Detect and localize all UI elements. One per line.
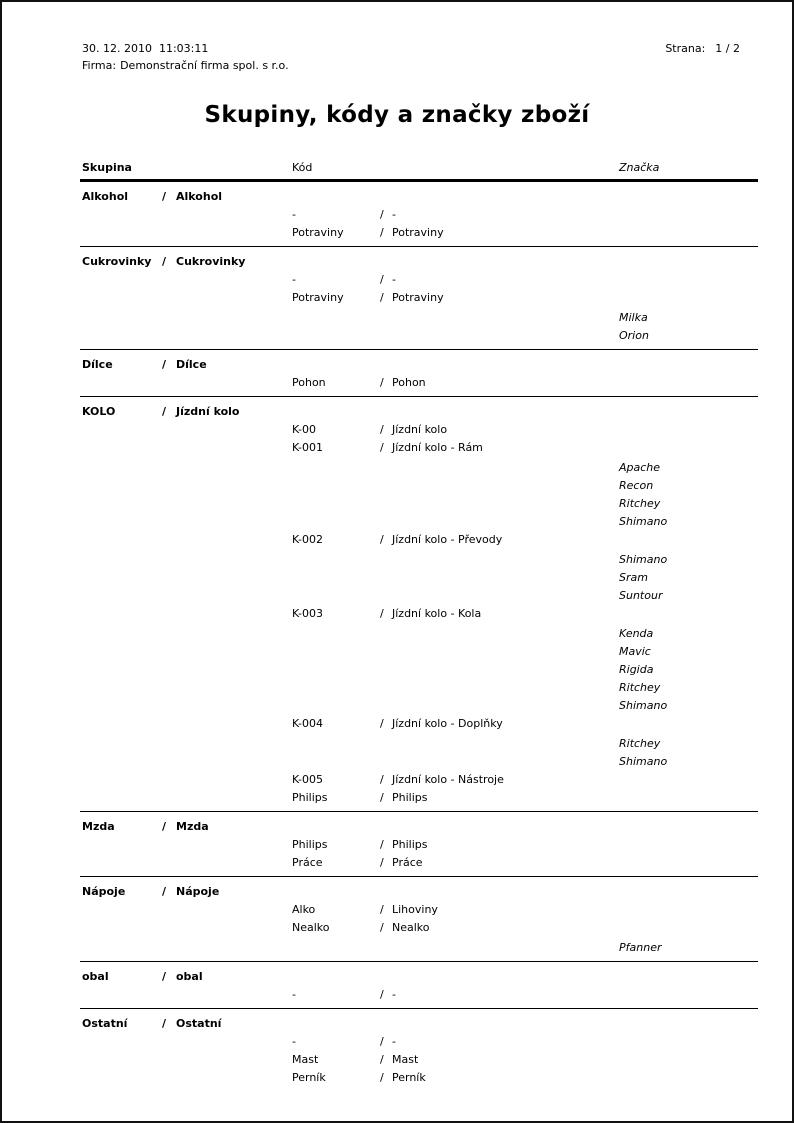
slash-separator: / [162, 1017, 167, 1030]
slash-separator: / [380, 903, 384, 916]
code-name: Lihoviny [392, 903, 438, 916]
slash-separator: / [380, 988, 384, 1001]
brand-row [80, 569, 758, 587]
brand-name: Ritchey [619, 737, 661, 750]
group-name: KOLO [82, 405, 116, 418]
brand-row [80, 513, 758, 531]
code-name: Jízdní kolo - Nástroje [392, 773, 504, 786]
code-name: Pohon [392, 376, 426, 389]
slash-separator: / [162, 885, 167, 898]
slash-separator: / [162, 190, 167, 203]
brand-name: Kenda [619, 627, 654, 640]
group-section [80, 182, 758, 247]
code-name: Mast [392, 1053, 419, 1066]
slash-separator: / [380, 441, 384, 454]
code-value: Nealko [292, 921, 330, 934]
brand-row [80, 643, 758, 661]
brand-row [80, 661, 758, 679]
brand-name: Shimano [619, 515, 668, 528]
code-value: Pohon [292, 376, 326, 389]
group-alt-name: Alkohol [176, 190, 223, 203]
code-row [80, 854, 758, 872]
slash-separator: / [380, 226, 384, 239]
code-value: Mast [292, 1053, 319, 1066]
slash-separator: / [162, 405, 167, 418]
code-value: Alko [292, 903, 316, 916]
code-value: Potraviny [292, 291, 344, 304]
group-name: Ostatní [82, 1017, 128, 1030]
code-row [80, 605, 758, 623]
code-value: Potraviny [292, 226, 344, 239]
code-value: K-002 [292, 533, 324, 546]
brand-row [80, 327, 758, 345]
slash-separator: / [380, 607, 384, 620]
code-row [80, 901, 758, 919]
code-name: Nealko [392, 921, 430, 934]
code-name: - [392, 988, 396, 1001]
code-row [80, 1069, 758, 1087]
group-section [80, 397, 758, 812]
group-name: Cukrovinky [82, 255, 152, 268]
slash-separator: / [380, 1035, 384, 1048]
code-value: K-004 [292, 717, 324, 730]
code-value: K-001 [292, 441, 324, 454]
slash-separator: / [162, 358, 167, 371]
brand-row [80, 551, 758, 569]
brand-row [80, 939, 758, 957]
code-row [80, 439, 758, 457]
group-section [80, 247, 758, 350]
slash-separator: / [380, 273, 384, 286]
group-section [80, 350, 758, 397]
group-name: Alkohol [82, 190, 129, 203]
group-section [80, 877, 758, 962]
group-alt-name: Dílce [176, 358, 207, 371]
slash-separator: / [380, 791, 384, 804]
slash-separator: / [380, 773, 384, 786]
group-name: Mzda [82, 820, 115, 833]
code-row [80, 206, 758, 224]
code-row [80, 531, 758, 549]
report-title: Skupiny, kódy a značky zboží [204, 102, 590, 128]
slash-separator: / [380, 717, 384, 730]
code-row [80, 374, 758, 392]
code-row [80, 421, 758, 439]
code-name: Jízdní kolo - Kola [392, 607, 482, 620]
brand-name: Rigida [619, 663, 654, 676]
code-name: Jízdní kolo - Převody [392, 533, 503, 546]
column-header-znacka: Značka [619, 161, 660, 174]
group-section [80, 1009, 758, 1091]
page-label: Strana: [665, 42, 706, 55]
code-value: Práce [292, 856, 323, 869]
group-title-row [80, 818, 758, 836]
brand-row [80, 587, 758, 605]
code-value: Perník [292, 1071, 326, 1084]
brand-name: Shimano [619, 553, 668, 566]
code-name: - [392, 208, 396, 221]
code-value: K-00 [292, 423, 317, 436]
code-value: Philips [292, 838, 328, 851]
code-row [80, 986, 758, 1004]
group-alt-name: obal [176, 970, 203, 983]
code-name: Philips [392, 838, 428, 851]
code-row [80, 271, 758, 289]
slash-separator: / [380, 921, 384, 934]
group-name: Dílce [82, 358, 113, 371]
group-alt-name: Jízdní kolo [176, 405, 240, 418]
group-title-row [80, 883, 758, 901]
group-title-row [80, 188, 758, 206]
report-table [80, 158, 758, 1091]
report-datetime: 30. 12. 2010 11:03:11 [82, 42, 209, 55]
code-name: Jízdní kolo - Doplňky [392, 717, 503, 730]
code-row [80, 1051, 758, 1069]
group-title-row [80, 968, 758, 986]
slash-separator: / [380, 856, 384, 869]
page-indicator [665, 42, 740, 55]
slash-separator: / [380, 533, 384, 546]
table-header-row [80, 158, 758, 182]
brand-name: Ritchey [619, 497, 661, 510]
group-name: obal [82, 970, 109, 983]
brand-name: Suntour [619, 589, 663, 602]
group-section [80, 962, 758, 1009]
brand-row [80, 309, 758, 327]
slash-separator: / [380, 291, 384, 304]
code-name: Jízdní kolo - Rám [392, 441, 483, 454]
group-name: Nápoje [82, 885, 126, 898]
brand-name: Mavic [619, 645, 651, 658]
brand-row [80, 679, 758, 697]
brand-row [80, 495, 758, 513]
slash-separator: / [380, 1071, 384, 1084]
group-alt-name: Cukrovinky [176, 255, 246, 268]
report-company-line [82, 59, 289, 72]
company-label: Firma: [82, 59, 117, 72]
code-name: Potraviny [392, 226, 444, 239]
brand-row [80, 459, 758, 477]
column-header-kod: Kód [292, 161, 313, 174]
company-name: Demonstrační firma spol. s r.o. [120, 59, 289, 72]
slash-separator: / [162, 255, 167, 268]
code-name: - [392, 273, 396, 286]
slash-separator: / [380, 423, 384, 436]
brand-name: Ritchey [619, 681, 661, 694]
group-title-row [80, 356, 758, 374]
code-row [80, 224, 758, 242]
group-section [80, 812, 758, 877]
code-row [80, 836, 758, 854]
group-title-row [80, 253, 758, 271]
brand-name: Recon [619, 479, 654, 492]
page-number: 1 / 2 [715, 42, 740, 55]
code-row [80, 771, 758, 789]
code-value: - [292, 988, 296, 1001]
brand-row [80, 625, 758, 643]
code-value: - [292, 273, 296, 286]
code-name: Práce [392, 856, 423, 869]
code-row [80, 1033, 758, 1051]
code-value: K-005 [292, 773, 324, 786]
brand-row [80, 697, 758, 715]
code-value: - [292, 208, 296, 221]
code-value: K-003 [292, 607, 324, 620]
code-name: - [392, 1035, 396, 1048]
slash-separator: / [162, 970, 167, 983]
group-alt-name: Ostatní [176, 1017, 222, 1030]
code-value: Philips [292, 791, 328, 804]
code-row [80, 289, 758, 307]
slash-separator: / [380, 1053, 384, 1066]
brand-row [80, 477, 758, 495]
brand-name: Shimano [619, 755, 668, 768]
code-row [80, 789, 758, 807]
group-alt-name: Nápoje [176, 885, 220, 898]
brand-name: Apache [619, 461, 661, 474]
slash-separator: / [380, 376, 384, 389]
slash-separator: / [380, 838, 384, 851]
code-name: Jízdní kolo [392, 423, 448, 436]
brand-row [80, 753, 758, 771]
group-alt-name: Mzda [176, 820, 209, 833]
code-name: Potraviny [392, 291, 444, 304]
slash-separator: / [380, 208, 384, 221]
code-row [80, 715, 758, 733]
code-name: Perník [392, 1071, 426, 1084]
brand-name: Orion [619, 329, 649, 342]
column-header-skupina: Skupina [82, 161, 132, 174]
slash-separator: / [162, 820, 167, 833]
code-row [80, 919, 758, 937]
group-title-row [80, 1015, 758, 1033]
brand-row [80, 735, 758, 753]
brand-name: Shimano [619, 699, 668, 712]
brand-name: Sram [619, 571, 648, 584]
code-value: - [292, 1035, 296, 1048]
code-name: Philips [392, 791, 428, 804]
table-body [80, 182, 758, 1091]
brand-name: Pfanner [619, 941, 662, 954]
group-title-row [80, 403, 758, 421]
brand-name: Milka [619, 311, 648, 324]
